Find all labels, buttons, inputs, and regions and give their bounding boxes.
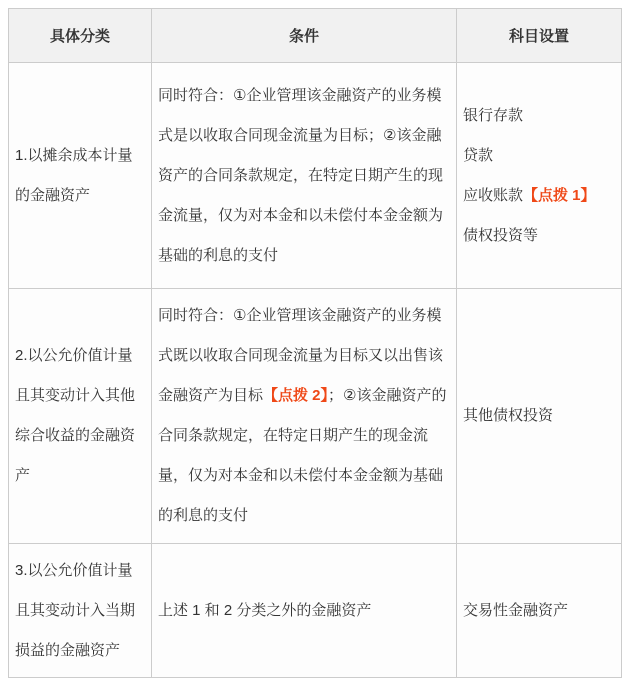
classification-text: 1.以摊余成本计量的金融资产 (15, 146, 133, 204)
classification-text: 2.以公允价值计量且其变动计入其他综合收益的金融资产 (15, 347, 136, 484)
dianbo-highlight-2: 【点拨 2】 (263, 387, 329, 404)
account-text: 应收账款 (463, 186, 524, 204)
account-line: 贷款 (463, 146, 494, 164)
account-line: 其他债权投资 (463, 407, 554, 424)
classification-cell (9, 289, 152, 544)
condition-cell (152, 63, 457, 289)
condition-text (158, 296, 450, 536)
header-col-accounts: 科目设置 (457, 9, 622, 63)
accounts-cell (457, 63, 622, 289)
table-header (9, 9, 622, 63)
financial-asset-classification-table (8, 8, 622, 678)
table-row-fvoci (9, 289, 622, 544)
account-line (463, 176, 615, 216)
classification-cell (9, 63, 152, 289)
account-line: 债权投资等 (463, 226, 539, 244)
condition-text: 上述 1 和 2 分类之外的金融资产 (158, 601, 372, 619)
accounts-cell (457, 544, 622, 678)
condition-text: 同时符合：①企业管理该金融资产的业务模式是以收取合同现金流量为目标；②该金融资产的合同条款规定，在特定日期产生的现金流量，仅为对本金和以未偿付本金金额为基础的利息的支付 (158, 86, 444, 264)
table-row-amortized-cost (9, 63, 622, 289)
account-line: 银行存款 (463, 106, 524, 124)
condition-cell (152, 544, 457, 678)
table-row-fvtpl (9, 544, 622, 678)
header-col-condition: 条件 (152, 9, 457, 63)
condition-segment: 同时符合：①企业管理该金融资产的业务模式既以收取合同现金流量为目标又以出售该金融资产为目标 (158, 307, 444, 404)
accounts-cell (457, 289, 622, 544)
classification-cell (9, 544, 152, 678)
account-line: 交易性金融资产 (463, 601, 569, 619)
classification-text: 3.以公允价值计量且其变动计入当期损益的金融资产 (15, 561, 136, 659)
dianbo-highlight-1: 【点拨 1】 (523, 186, 596, 204)
header-col-classification: 具体分类 (9, 9, 152, 63)
condition-cell (152, 289, 457, 544)
header-row (9, 9, 622, 63)
condition-segment: ；②该金融资产的合同条款规定，在特定日期产生的现金流量，仅为对本金和以未偿付本金金额为基础的利息的支付 (158, 387, 447, 524)
